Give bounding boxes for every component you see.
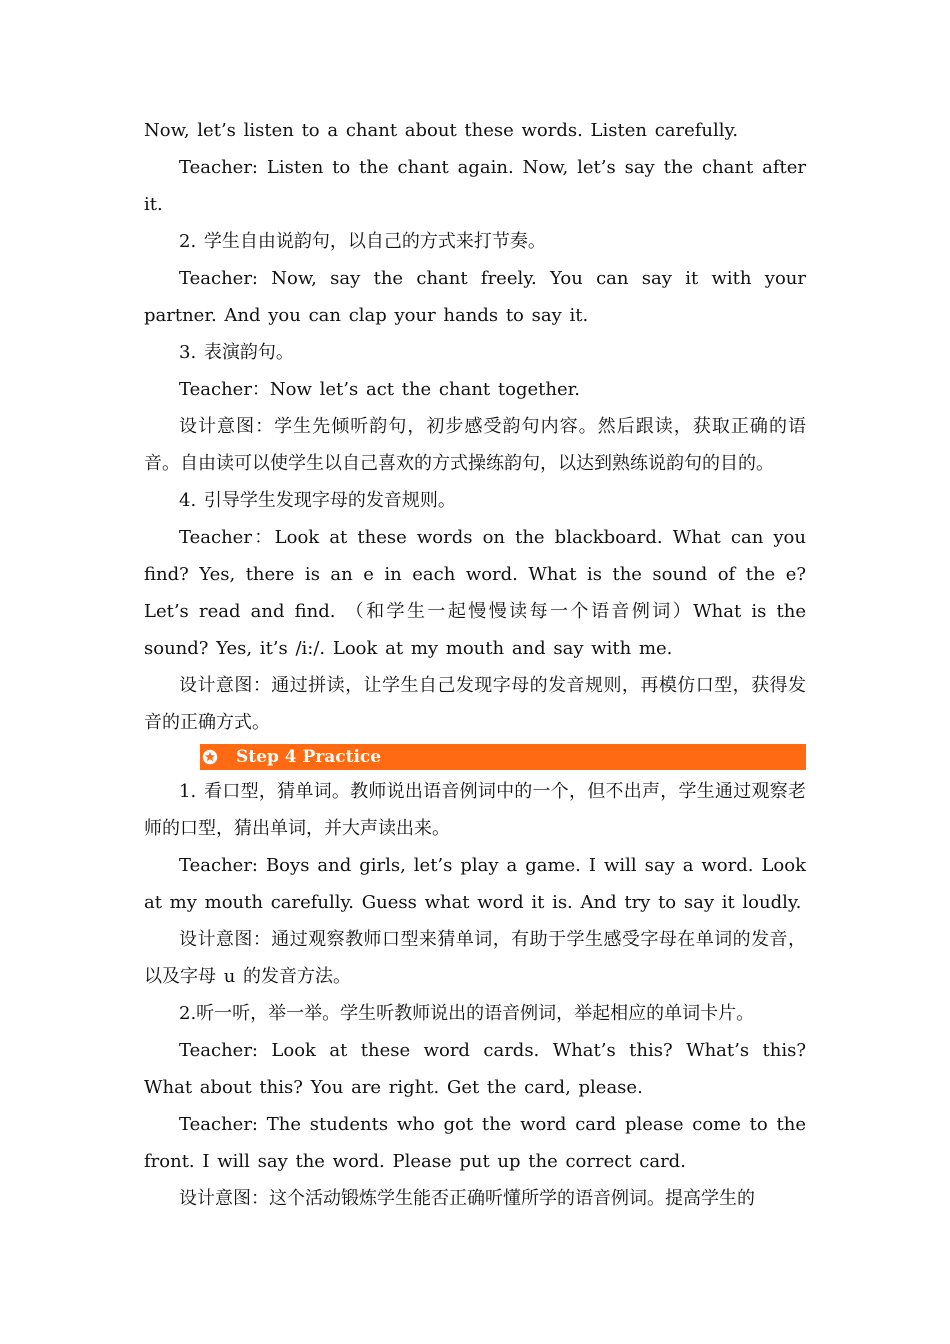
body-before-step (144, 112, 806, 741)
paragraph: Now, let’s listen to a chant about these words. Listen carefully. (144, 120, 739, 141)
paragraph: 3. 表演韵句。 (179, 342, 294, 363)
paragraph: Teacher: Look at these word cards. What’s this? What’s this? What about this? You are right. Get the card, please. (144, 1040, 806, 1098)
paragraph: Teacher: Listen to the chant again. Now, let’s say the chant after it. (144, 157, 806, 215)
paragraph: Teacher: Now, say the chant freely. You can say it with your partner. And you can clap your hands to say it. (144, 268, 806, 326)
star-circle-icon (202, 749, 218, 765)
paragraph: 设计意图：这个活动锻炼学生能否正确听懂所学的语音例词。提高学生的 (179, 1188, 755, 1209)
paragraph: Teacher：Now let’s act the chant together. (179, 379, 580, 400)
paragraph: 1. 看口型，猜单词。教师说出语音例词中的一个，但不出声，学生通过观察老师的口型，猜出单词，并大声读出来。 (144, 781, 806, 839)
step-heading-bar (200, 744, 806, 770)
paragraph: 设计意图：通过观察教师口型来猜单词，有助于学生感受字母在单词的发音，以及字母 u 的发音方法。 (144, 929, 806, 987)
paragraph: Teacher: Boys and girls, let’s play a game. I will say a word. Look at my mouth carefully. Guess what word it is. And try to say it loudly. (144, 855, 806, 913)
paragraph: 设计意图：通过拼读，让学生自己发现字母的发音规则，再模仿口型，获得发音的正确方式。 (144, 675, 806, 733)
body-after-step (144, 773, 806, 1217)
paragraph: 4. 引导学生发现字母的发音规则。 (179, 490, 456, 511)
paragraph: 设计意图：学生先倾听韵句，初步感受韵句内容。然后跟读，获取正确的语音。自由读可以使学生以自己喜欢的方式操练韵句，以达到熟练说韵句的目的。 (144, 416, 806, 474)
document-page (144, 112, 806, 1217)
step-heading-title: Step 4 Practice (236, 747, 382, 767)
paragraph: 2.听一听，举一举。学生听教师说出的语音例词，举起相应的单词卡片。 (179, 1003, 755, 1024)
paragraph: Teacher：Look at these words on the blackboard. What can you find? Yes, there is an e in each word. What is the sound of the e? Let’s read and find. （和学生一起慢慢读每一个语音例词）What is the sound? Yes, it’s /i:/. Look at my mouth and say with me. (144, 527, 806, 659)
paragraph: 2. 学生自由说韵句，以自己的方式来打节奏。 (179, 231, 546, 252)
paragraph: Teacher: The students who got the word card please come to the front. I will say the word. Please put up the correct card. (144, 1114, 806, 1172)
